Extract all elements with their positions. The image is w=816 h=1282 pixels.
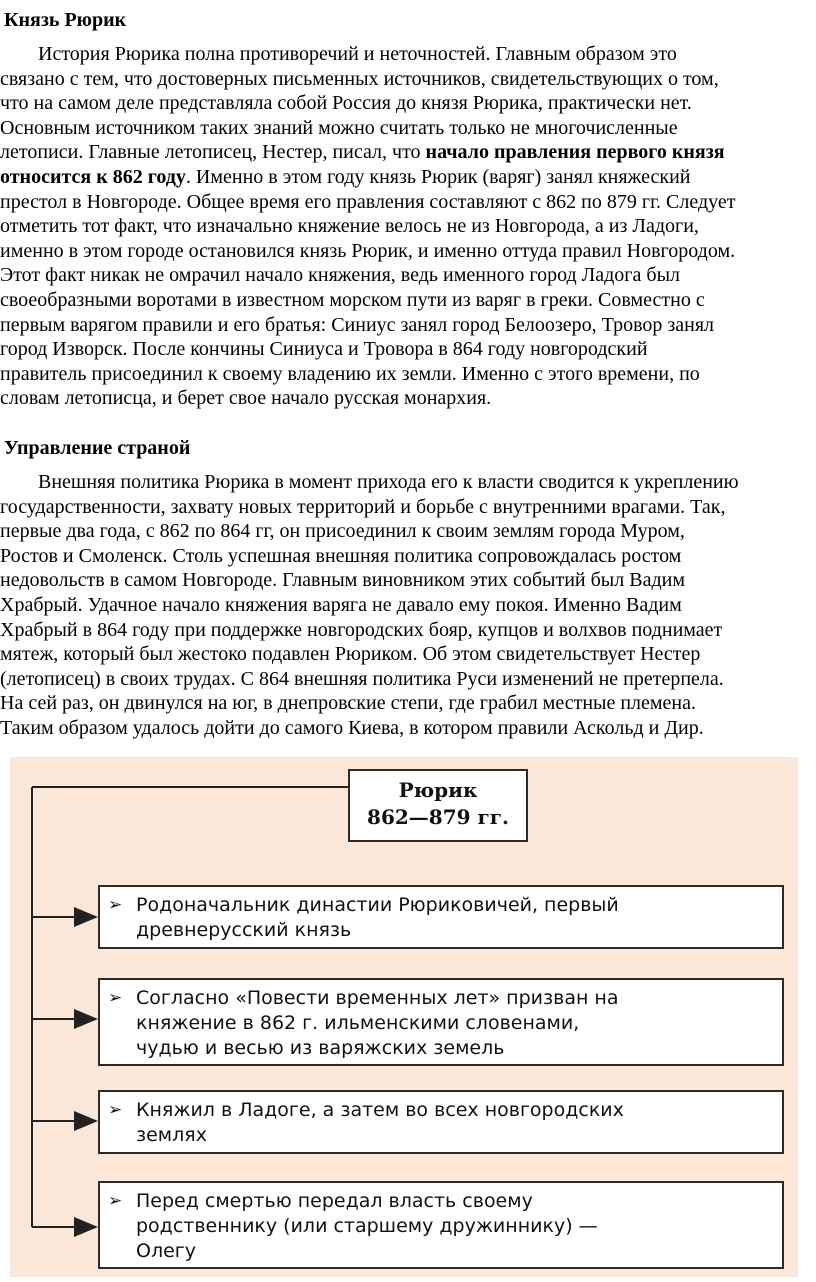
text-line bbox=[0, 165, 816, 190]
text-line: Таким образом удалось дойти до самого Киева, в котором правили Аскольд и Дир. bbox=[0, 716, 704, 739]
bold-text: начало правления первого князя bbox=[425, 141, 725, 164]
section-heading-upravlenie: Управление страной bbox=[4, 437, 191, 459]
text-line: (летописец) в своих трудах. С 864 внешняя политика Руси изменений не претерпела. bbox=[0, 667, 724, 690]
text-segment: . Именно в этом году князь Рюрик (варяг) занял княжеский bbox=[185, 165, 691, 188]
bold-text: относится к 862 году bbox=[0, 165, 186, 188]
text-line: Храбрый в 864 году при поддержке новгородских бояр, купцов и волхвов поднимает bbox=[0, 618, 723, 641]
text-line: город Изворск. После кончины Синиуса и Тровора в 864 году новгородский bbox=[0, 338, 648, 361]
arrow-bullet-icon: ➢ bbox=[108, 1100, 123, 1120]
text-line: отметить тот факт, что изначально княжение велось не из Новгорода, а из Ладоги, bbox=[0, 215, 699, 238]
text-line bbox=[0, 140, 816, 165]
text-line: На сей раз, он двинулся на юг, в днепровские степи, где грабил местные племена. bbox=[0, 692, 697, 715]
paragraph-policy bbox=[0, 470, 816, 741]
section-heading-knyaz-ryurik: Князь Рюрик bbox=[4, 9, 127, 31]
arrow-bullet-icon: ➢ bbox=[108, 1191, 123, 1211]
text-segment: летописи. Главные летописец, Нестер, писал, что bbox=[0, 141, 426, 164]
diagram-title-box bbox=[348, 769, 528, 842]
item-text: Согласно «Повести временных лет» призван на bbox=[136, 987, 619, 1009]
item-text: Княжил в Ладоге, а затем во всех новгородских bbox=[136, 1099, 624, 1121]
text-line: первые два года, с 862 по 864 гг, он присоединил к своим землям города Муром, bbox=[0, 520, 685, 543]
text-line: Этот факт никак не омрачил начало княжения, ведь именного город Ладога был bbox=[0, 264, 680, 287]
text-line: Основным источником таких знаний можно считать только не многочисленные bbox=[0, 116, 678, 139]
item-text: княжение в 862 г. ильменскими словенами, bbox=[136, 1012, 580, 1034]
text-line: Храбрый. Удачное начало княжения варяга не давало ему покоя. Именно Вадим bbox=[0, 593, 682, 616]
diagram-title-name: Рюрик bbox=[398, 778, 478, 802]
text-line: правитель присоединил к своему владению их земли. Именно с этого времени, по bbox=[0, 362, 700, 385]
diagram-title-dates: 862—879 гг. bbox=[367, 805, 509, 829]
diagram-item-2 bbox=[98, 978, 784, 1066]
text-line: мятеж, который был жестоко подавлен Рюриком. Об этом свидетельствует Нестер bbox=[0, 643, 701, 666]
item-text: землях bbox=[136, 1124, 207, 1146]
text-line: своеобразными воротами в известном морском пути из варяг в греки. Совместно с bbox=[0, 288, 705, 311]
text-line: словам летописца, и берет свое начало русская монархия. bbox=[0, 387, 492, 410]
ryurik-diagram bbox=[10, 757, 798, 1277]
item-text: родственнику (или старшему дружиннику) — bbox=[136, 1215, 598, 1237]
item-text: Родоначальник династии Рюриковичей, первый bbox=[136, 894, 619, 916]
text-line: Внешняя политика Рюрика в момент прихода его к власти сводится к укреплению bbox=[38, 471, 739, 493]
text-line: государственности, захвату новых территорий и борьбе с внутренними врагами. Так, bbox=[0, 495, 726, 518]
arrow-bullet-icon: ➢ bbox=[108, 988, 123, 1008]
text-line: Ростов и Смоленск. Столь успешная внешняя политика сопровождалась ростом bbox=[0, 544, 682, 567]
item-text: Перед смертью передал власть своему bbox=[136, 1190, 533, 1212]
diagram-item-3 bbox=[98, 1090, 784, 1154]
item-text: Олегу bbox=[136, 1240, 197, 1262]
text-line: недовольств в самом Новгороде. Главным виновником этих событий был Вадим bbox=[0, 569, 685, 592]
item-text: чудью и весью из варяжских земель bbox=[136, 1037, 505, 1059]
item-text: древнерусский князь bbox=[136, 919, 352, 941]
paragraph-history bbox=[0, 42, 816, 411]
diagram-item-4 bbox=[98, 1181, 784, 1269]
text-line: История Рюрика полна противоречий и неточностей. Главным образом это bbox=[38, 43, 677, 65]
diagram-item-1 bbox=[98, 885, 784, 949]
text-line: престол в Новгороде. Общее время его правления составляют с 862 по 879 гг. Следует bbox=[0, 190, 736, 213]
text-line: именно в этом городе остановился князь Рюрик, и именно оттуда правил Новгородом. bbox=[0, 239, 736, 262]
text-line: что на самом деле представляла собой Россия до князя Рюрика, практически нет. bbox=[0, 92, 692, 115]
arrow-bullet-icon: ➢ bbox=[108, 895, 123, 915]
text-line: связано с тем, что достоверных письменных источников, свидетельствующих о том, bbox=[0, 67, 719, 90]
text-line: первым варягом правили и его братья: Синиус занял город Белоозеро, Тровор занял bbox=[0, 313, 715, 336]
